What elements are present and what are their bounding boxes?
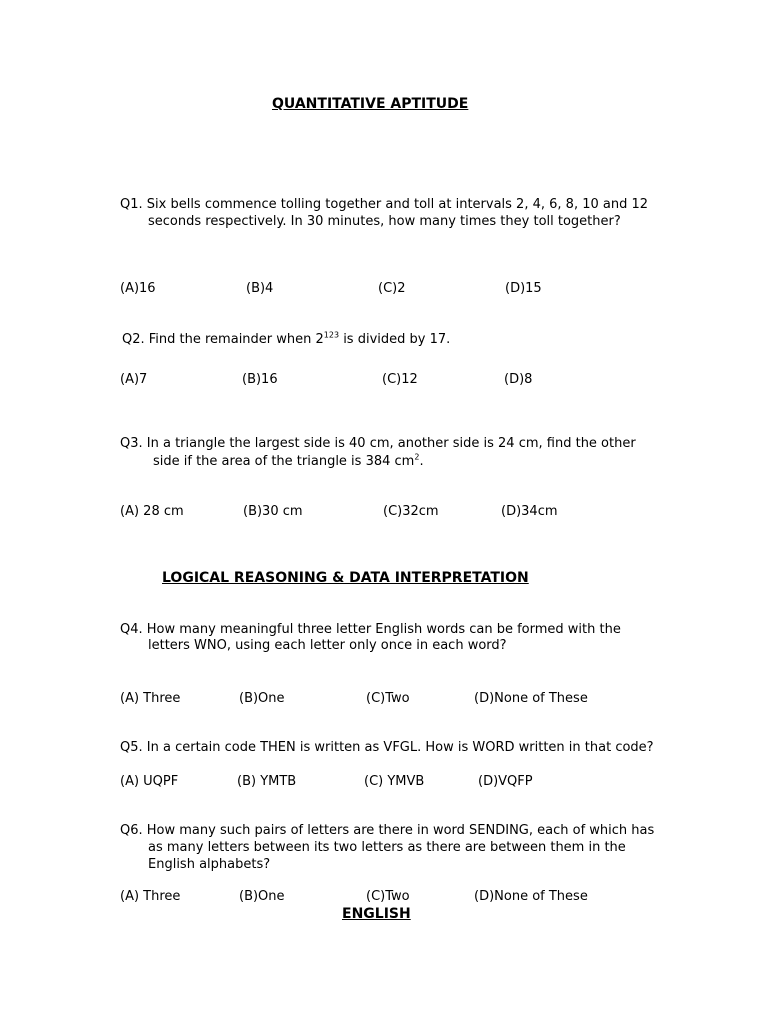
q3-option-a: (A) 28 cm [120,504,184,519]
q1-option-b: (B)4 [246,281,274,296]
q5-option-c: (C) YMVB [364,774,425,789]
q5-option-a: (A) UQPF [120,774,179,789]
q3-text-line2 [153,453,424,470]
q3-text-line1: Q3. In a triangle the largest side is 40 cm, another side is 24 cm, find the other [120,436,636,451]
q4-option-d: (D)None of These [474,691,588,706]
q3-line2-after: . [419,454,424,469]
q4-text-line2: letters WNO, using each letter only once in each word? [148,638,507,653]
q3-line2-before: side if the area of the triangle is 384 cm [153,454,415,469]
q4-option-c: (C)Two [366,691,410,706]
q1-option-a: (A)16 [120,281,156,296]
q2-text-before: Q2. Find the remainder when 2 [122,332,324,347]
q1-text-line2: seconds respectively. In 30 minutes, how many times they toll together? [148,214,621,229]
section-heading-logical-reasoning: LOGICAL REASONING & DATA INTERPRETATION [162,570,529,586]
q5-option-d: (D)VQFP [478,774,533,789]
q2-text-after: is divided by 17. [339,332,451,347]
q4-option-a: (A) Three [120,691,181,706]
q3-option-c: (C)32cm [383,504,439,519]
q6-text-line1: Q6. How many such pairs of letters are there in word SENDING, each of which has [120,823,655,838]
q1-text-line1: Q1. Six bells commence tolling together and toll at intervals 2, 4, 6, 8, 10 and 12 [120,197,649,212]
section-heading-english: ENGLISH [342,906,411,922]
q5-option-b: (B) YMTB [237,774,297,789]
q1-option-c: (C)2 [378,281,406,296]
q3-option-d: (D)34cm [501,504,558,519]
q5-text-line1: Q5. In a certain code THEN is written as VFGL. How is WORD written in that code? [120,740,654,755]
q6-text-line3: English alphabets? [148,857,271,872]
q2-text [122,331,450,348]
q2-option-b: (B)16 [242,372,278,387]
section-heading-quantitative: QUANTITATIVE APTITUDE [272,96,469,112]
q2-option-a: (A)7 [120,372,148,387]
q6-option-d: (D)None of These [474,889,588,904]
q4-option-b: (B)One [239,691,285,706]
q2-option-c: (C)12 [382,372,418,387]
q1-option-d: (D)15 [505,281,542,296]
q3-option-b: (B)30 cm [243,504,303,519]
q6-text-line2: as many letters between its two letters as there are between them in the [148,840,626,855]
q6-option-c: (C)Two [366,889,410,904]
q4-text-line1: Q4. How many meaningful three letter English words can be formed with the [120,622,621,637]
q2-exponent: 123 [323,330,340,340]
q6-option-a: (A) Three [120,889,181,904]
q2-option-d: (D)8 [504,372,533,387]
q6-option-b: (B)One [239,889,285,904]
q3-exponent: 2 [414,452,420,462]
